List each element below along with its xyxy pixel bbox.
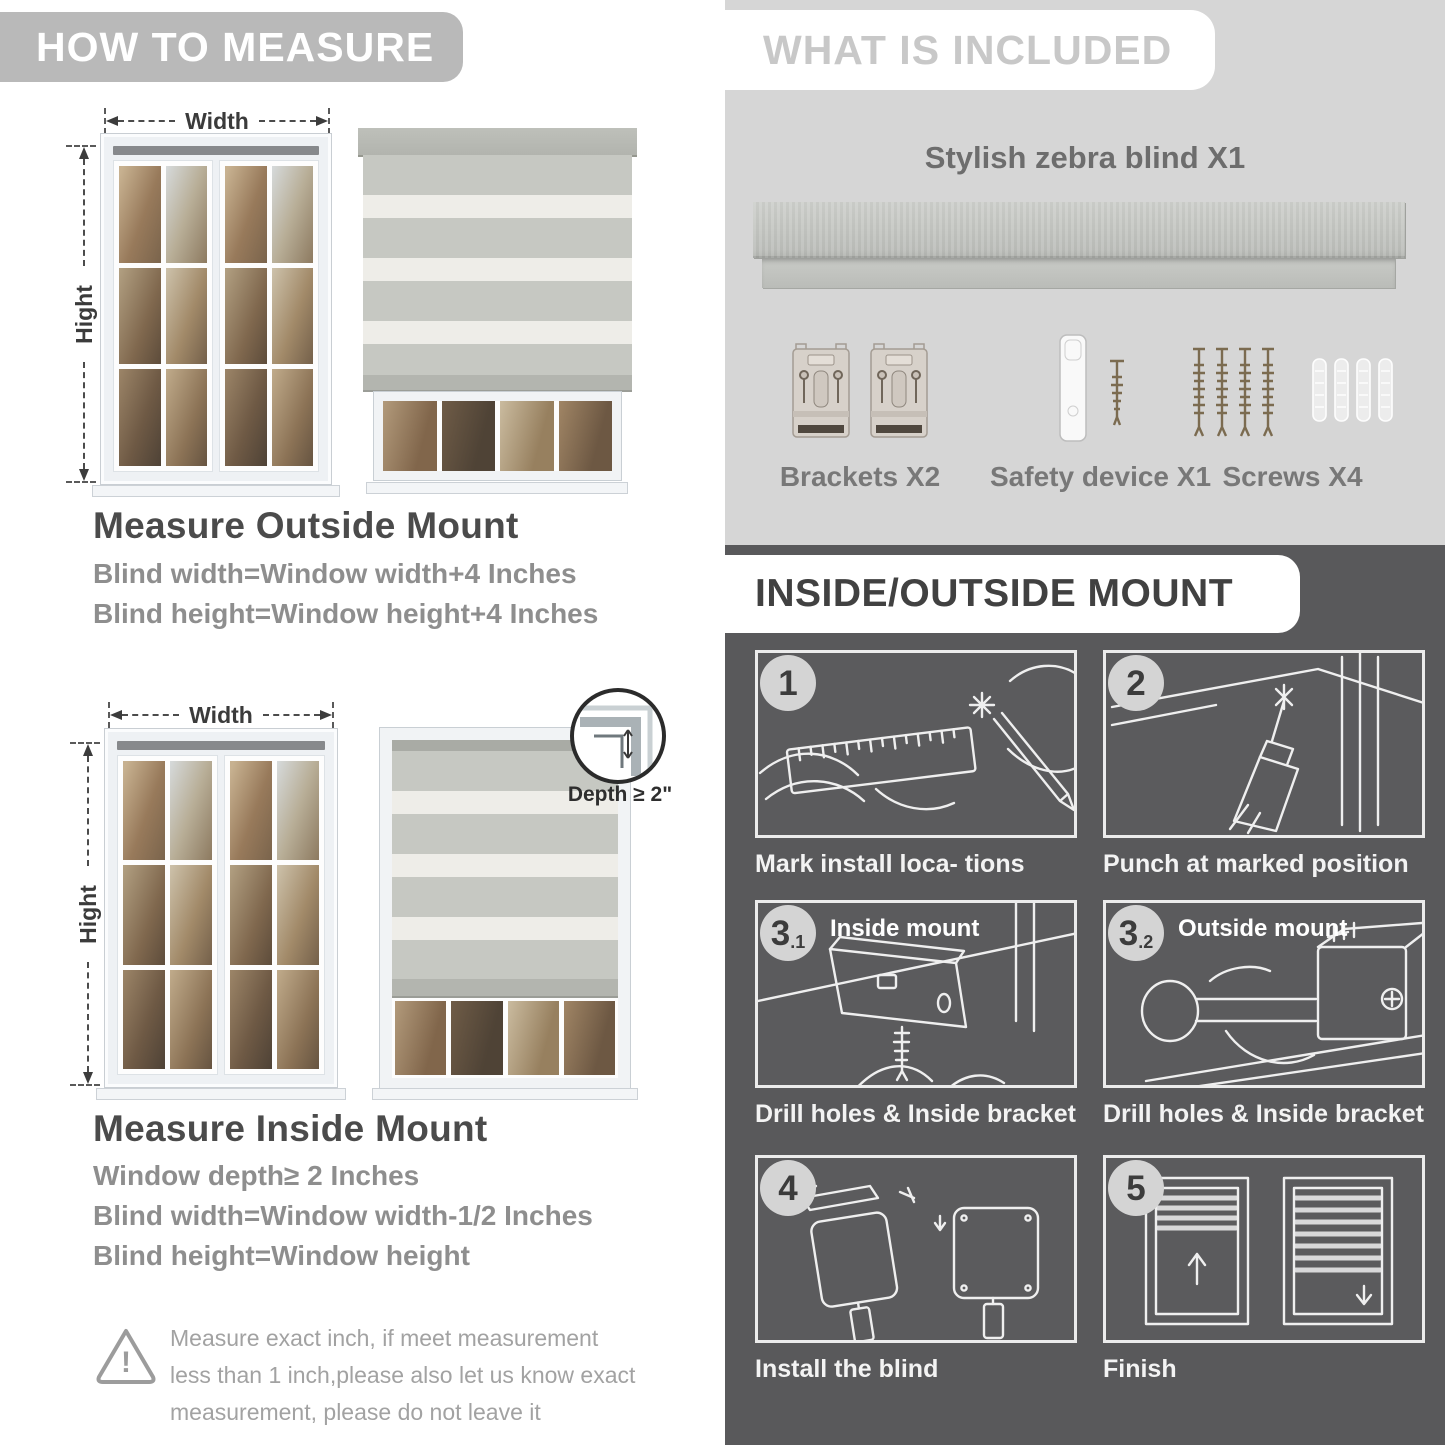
window-sill	[372, 1088, 638, 1100]
step-1-caption: Mark install loca- tions	[755, 850, 1025, 878]
mount-step-4	[755, 1155, 1077, 1384]
measure-inside-title: Measure Inside Mount	[93, 1108, 488, 1149]
blind-item-label: Stylish zebra blind X1	[924, 140, 1246, 175]
included-item-brackets	[760, 333, 960, 493]
step-3-1-panel	[755, 900, 1077, 1088]
step-4-panel	[755, 1155, 1077, 1343]
brackets-label: Brackets X2	[779, 461, 941, 492]
blind-headrail-image	[753, 202, 1405, 258]
window-pane	[117, 755, 218, 1075]
window-illustration-inside	[104, 728, 338, 1088]
screws-icon	[1180, 333, 1405, 445]
how-to-measure-title: HOW TO MEASURE	[36, 23, 435, 70]
outside-formula-width: Blind width=Window width+4 Inches	[93, 558, 577, 589]
window-pane	[224, 755, 325, 1075]
arrow-right-icon	[320, 710, 332, 720]
arrow-left-icon	[110, 710, 122, 720]
inside-outside-mount-title: INSIDE/OUTSIDE MOUNT	[755, 572, 1234, 615]
arrow-up-icon	[83, 744, 93, 756]
inside-formula-depth: Window depth≥ 2 Inches	[93, 1160, 420, 1191]
mount-step-1	[755, 650, 1077, 879]
what-is-included-header	[725, 10, 1215, 90]
step-4-caption: Install the blind	[755, 1355, 939, 1383]
mount-step-3-1	[755, 900, 1077, 1129]
depth-note: Depth ≥ 2"	[567, 783, 673, 806]
warning-triangle-icon	[94, 1326, 158, 1391]
height-dimension-inside	[70, 742, 106, 1086]
safety-device-icon	[990, 333, 1180, 445]
window-under-blind	[374, 392, 621, 480]
height-label: Hight	[70, 284, 97, 344]
mount-step-2	[1103, 650, 1425, 879]
mount-step-3-2	[1103, 900, 1425, 1129]
step-5-panel	[1103, 1155, 1425, 1343]
step-2-panel	[1103, 650, 1425, 838]
step-2-caption: Punch at marked position	[1103, 850, 1409, 878]
inside-outside-mount-header	[725, 555, 1300, 633]
step-number-badge: 1	[760, 655, 816, 711]
height-label: Hight	[74, 884, 101, 944]
inside-mount-label: Inside mount	[830, 915, 980, 942]
window-shade-roller	[113, 146, 319, 155]
what-is-included-title: WHAT IS INCLUDED	[763, 26, 1173, 73]
window-pane	[219, 160, 319, 472]
step-3-2-caption: Drill holes & Inside bracket	[1103, 1100, 1424, 1128]
inside-formula-height: Blind height=Window height	[93, 1240, 470, 1271]
window-sill	[92, 485, 340, 497]
screws-label: Screws X4	[1222, 461, 1363, 492]
zebra-blind-illustration-outside	[358, 128, 637, 480]
blind-headrail-lip	[762, 258, 1395, 288]
arrow-down-icon	[79, 469, 89, 481]
width-label: Width	[185, 107, 249, 134]
outside-mount-label: Outside mount	[1178, 915, 1348, 942]
depth-magnifier-circle-icon	[570, 688, 666, 784]
step-3-1-caption: Drill holes & Inside bracket	[755, 1100, 1076, 1128]
window-illustration-outside	[100, 133, 332, 485]
step-3-2-panel	[1103, 900, 1425, 1088]
height-dimension-outside	[66, 145, 102, 483]
step-number-badge: 3 .1	[760, 905, 816, 961]
how-to-measure-header	[0, 12, 463, 82]
safety-device-label: Safety device X1	[990, 461, 1212, 492]
warning-exclamation: !	[121, 1346, 131, 1379]
brackets-icon	[760, 333, 960, 445]
window-pane	[113, 160, 213, 472]
step-number-badge: 4	[760, 1160, 816, 1216]
step-number-badge: 2	[1108, 655, 1164, 711]
width-label: Width	[189, 701, 253, 728]
window-sill	[96, 1088, 346, 1100]
window-under-blind	[392, 998, 618, 1078]
measure-outside-title: Measure Outside Mount	[93, 505, 519, 546]
outside-formula-height: Blind height=Window height+4 Inches	[93, 598, 599, 629]
arrow-left-icon	[106, 116, 118, 126]
blind-valance	[358, 128, 637, 155]
warning-text: Measure exact inch, if meet measurement less than 1 inch,please also let us know exact measurement, please do not leave it	[170, 1325, 636, 1425]
blind-fabric	[363, 155, 632, 375]
included-item-safety-device	[990, 333, 1212, 493]
step-1-panel	[755, 650, 1077, 838]
step-number-badge: 5	[1108, 1160, 1164, 1216]
step-5-caption: Finish	[1103, 1355, 1177, 1383]
arrow-down-icon	[83, 1072, 93, 1084]
step-number-badge: 3 .2	[1108, 905, 1164, 961]
included-item-screws	[1180, 333, 1405, 493]
inside-formula-width: Blind width=Window width-1/2 Inches	[93, 1200, 593, 1231]
blind-bottom-rail	[392, 979, 618, 998]
window-sill	[366, 482, 628, 494]
arrow-right-icon	[316, 116, 328, 126]
blind-bottom-rail	[363, 375, 632, 392]
arrow-up-icon	[79, 147, 89, 159]
mount-step-5	[1103, 1155, 1425, 1384]
